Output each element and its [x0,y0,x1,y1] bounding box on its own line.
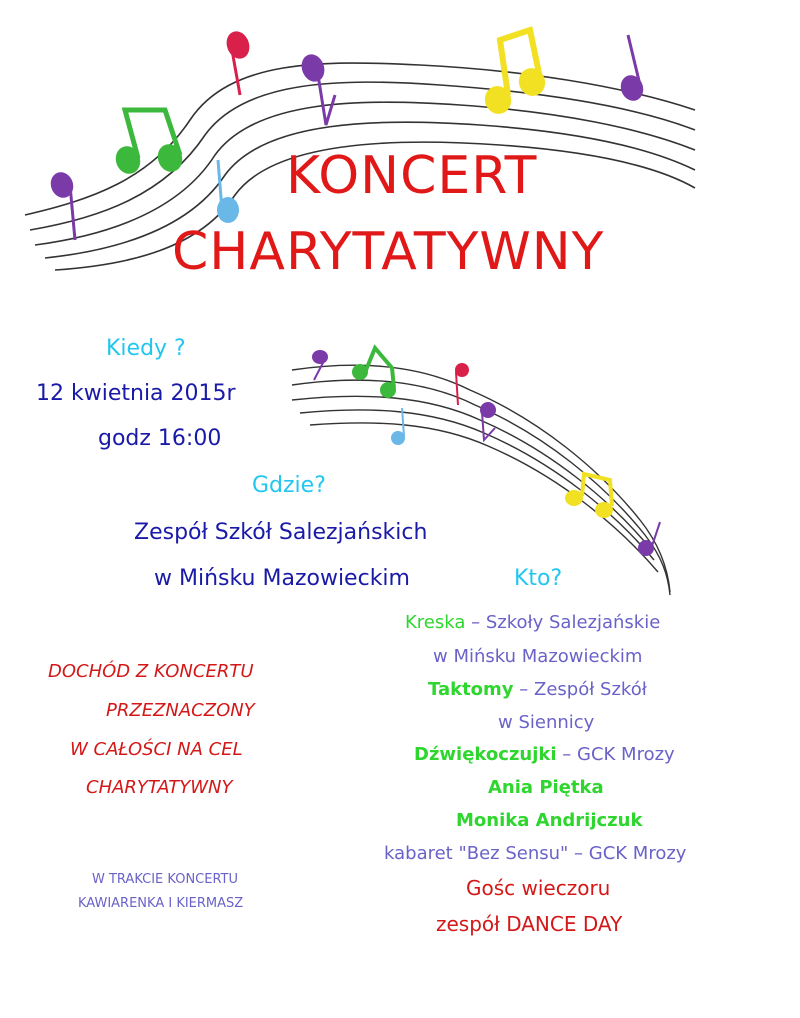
who-rest: – Szkoły Salezjańskie [465,612,661,633]
donation-line-2: PRZEZNACZONY [106,700,255,721]
where-line-1: Zespół Szkół Salezjańskich [134,520,428,545]
who-name: Dźwiękoczujki [414,744,557,765]
where-label: Gdzie? [252,473,326,498]
donation-line-3: W CAŁOŚCI NA CEL [70,739,243,760]
extras-line-2: KAWIARENKA I KIERMASZ [78,896,244,911]
donation-line-4: CHARYTATYWNY [86,777,233,798]
who-item-line: Ania Piętka [488,777,604,798]
who-name: Kreska [405,612,466,633]
who-guest-label: Gośc wieczoru [466,876,611,900]
who-item-line: Monika Andrijczuk [456,810,643,831]
who-name: Taktomy [428,679,514,700]
when-label: Kiedy ? [106,336,186,361]
donation-line-1: DOCHÓD Z KONCERTU [48,661,254,682]
who-rest: – Zespół Szkół [513,679,647,700]
who-item-taktomy [428,679,647,700]
title-line-2: CHARYTATYWNY [172,222,605,282]
who-label: Kto? [514,566,563,591]
when-date: 12 kwietnia 2015r [36,381,236,406]
who-item-line: w Mińsku Mazowieckim [433,646,643,667]
who-item-line: w Siennicy [498,712,595,733]
who-guest-name: zespół DANCE DAY [436,912,623,936]
where-line-2: w Mińsku Mazowieckim [154,566,410,591]
when-time: godz 16:00 [98,426,222,451]
who-item-kreska [405,612,660,633]
who-rest: – GCK Mrozy [556,744,675,765]
extras-line-1: W TRAKCIE KONCERTU [92,872,239,887]
who-item-line: kabaret "Bez Sensu" – GCK Mrozy [384,843,687,864]
who-item-dzwiekoczujki [414,744,675,765]
title-line-1: KONCERT [286,146,538,206]
